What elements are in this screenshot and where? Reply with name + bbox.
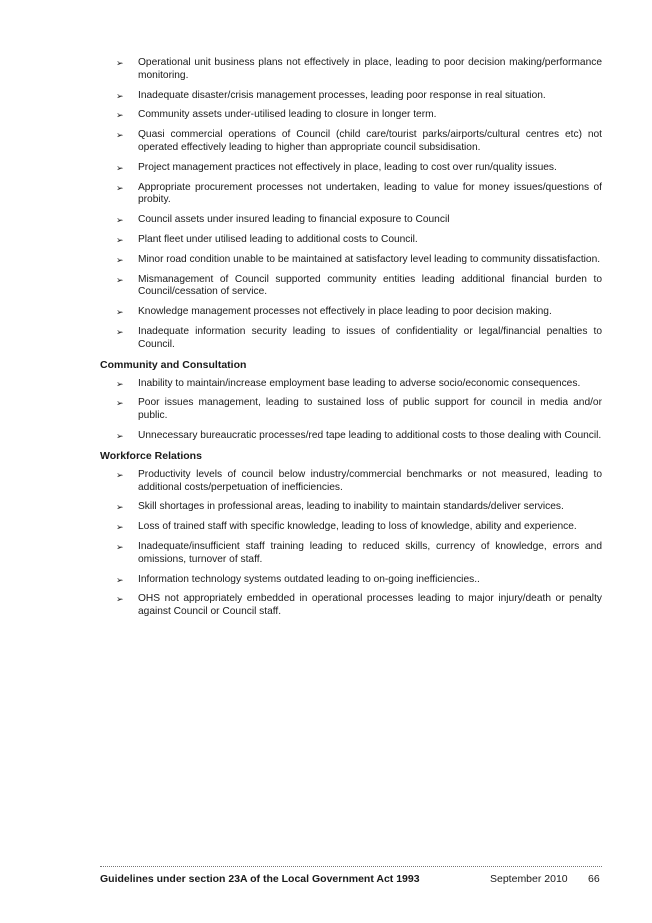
list-item-text: Loss of trained staff with specific knowledge, leading to loss of knowledge, ability and experience. bbox=[138, 521, 577, 533]
list-item-text: Inadequate disaster/crisis management processes, leading poor response in real situation. bbox=[138, 89, 546, 101]
list-item bbox=[100, 234, 602, 247]
arrow-bullet-icon: ➢ bbox=[116, 522, 124, 533]
list-item-text: Council assets under insured leading to financial exposure to Council bbox=[138, 214, 450, 226]
list-item-text: Appropriate procurement processes not undertaken, leading to value for money issues/questions of probity. bbox=[138, 181, 602, 206]
list-item bbox=[100, 214, 602, 227]
page-number: 66 bbox=[588, 873, 600, 885]
section-heading-community: Community and Consultation bbox=[100, 358, 247, 371]
page-footer bbox=[100, 866, 602, 885]
list-item bbox=[100, 397, 602, 423]
arrow-bullet-icon: ➢ bbox=[116, 469, 124, 480]
list-item-text: Project management practices not effectively in place, leading to cost over run/quality issues. bbox=[138, 161, 557, 173]
list-item bbox=[100, 574, 602, 587]
list-item bbox=[100, 593, 602, 619]
arrow-bullet-icon: ➢ bbox=[116, 307, 124, 318]
list-item bbox=[100, 254, 602, 267]
arrow-bullet-icon: ➢ bbox=[116, 502, 124, 513]
governance-risk-list bbox=[100, 57, 602, 352]
list-item bbox=[100, 182, 602, 208]
workforce-risk-list bbox=[100, 469, 602, 619]
arrow-bullet-icon: ➢ bbox=[116, 594, 124, 605]
arrow-bullet-icon: ➢ bbox=[116, 541, 124, 552]
arrow-bullet-icon: ➢ bbox=[116, 574, 124, 585]
list-item-text: Knowledge management processes not effectively in place leading to poor decision making. bbox=[138, 306, 552, 318]
list-item bbox=[100, 109, 602, 122]
arrow-bullet-icon: ➢ bbox=[116, 58, 124, 68]
footer-date: September 2010 bbox=[490, 873, 568, 885]
community-risk-list bbox=[100, 378, 602, 443]
list-item bbox=[100, 469, 602, 495]
arrow-bullet-icon: ➢ bbox=[116, 182, 124, 193]
arrow-bullet-icon: ➢ bbox=[116, 215, 124, 226]
list-item bbox=[100, 274, 602, 300]
list-item-text: Skill shortages in professional areas, leading to inability to maintain standards/deliver services. bbox=[138, 501, 564, 513]
list-item-text: Inadequate information security leading to issues of confidentiality or legal/financial penalties to Council. bbox=[138, 325, 602, 350]
list-item bbox=[100, 306, 602, 319]
list-item bbox=[100, 521, 602, 534]
list-item bbox=[100, 162, 602, 175]
list-item-text: Community assets under-utilised leading to closure in longer term. bbox=[138, 109, 437, 121]
list-item-text: Unnecessary bureaucratic processes/red tape leading to additional costs to those dealing with Council. bbox=[138, 429, 602, 441]
document-body bbox=[100, 57, 602, 626]
list-item-text: OHS not appropriately embedded in operational processes leading to major injury/death or penalty against Council or Council staff. bbox=[138, 593, 602, 618]
arrow-bullet-icon: ➢ bbox=[116, 130, 124, 141]
list-item-text: Productivity levels of council below industry/commercial benchmarks or not measured, leading to additional costs/perpetuation of inefficiencies. bbox=[138, 468, 602, 493]
list-item bbox=[100, 430, 602, 443]
arrow-bullet-icon: ➢ bbox=[116, 398, 124, 409]
list-item-text: Poor issues management, leading to sustained loss of public support for council in media and/or public. bbox=[138, 397, 602, 422]
list-item-text: Information technology systems outdated leading to on-going inefficiencies.. bbox=[138, 573, 480, 585]
list-item bbox=[100, 129, 602, 155]
footer-document-title: Guidelines under section 23A of the Local Government Act 1993 bbox=[100, 873, 420, 885]
arrow-bullet-icon: ➢ bbox=[116, 234, 124, 245]
list-item-text: Inadequate/insufficient staff training leading to reduced skills, currency of knowledge, errors and omissions, turnover of staff. bbox=[138, 540, 602, 565]
arrow-bullet-icon: ➢ bbox=[116, 110, 124, 121]
arrow-bullet-icon: ➢ bbox=[116, 378, 124, 389]
arrow-bullet-icon: ➢ bbox=[116, 254, 124, 265]
section-heading-workforce: Workforce Relations bbox=[100, 449, 202, 462]
arrow-bullet-icon: ➢ bbox=[116, 162, 124, 173]
arrow-bullet-icon: ➢ bbox=[116, 326, 124, 337]
list-item bbox=[100, 90, 602, 103]
list-item bbox=[100, 378, 602, 391]
list-item bbox=[100, 326, 602, 352]
list-item bbox=[100, 541, 602, 567]
arrow-bullet-icon: ➢ bbox=[116, 90, 124, 101]
arrow-bullet-icon: ➢ bbox=[116, 430, 124, 441]
list-item-text: Mismanagement of Council supported community entities leading additional financial burden to Council/cessation of service. bbox=[138, 273, 602, 298]
list-item bbox=[100, 57, 602, 83]
list-item-text: Plant fleet under utilised leading to additional costs to Council. bbox=[138, 233, 418, 245]
list-item bbox=[100, 501, 602, 514]
arrow-bullet-icon: ➢ bbox=[116, 274, 124, 285]
list-item-text: Quasi commercial operations of Council (child care/tourist parks/airports/cultural centres etc) not operated effectively leading to higher than appropriate council subsidisation. bbox=[138, 129, 602, 153]
list-item-text: Inability to maintain/increase employment base leading to adverse socio/economic consequences. bbox=[138, 377, 581, 389]
list-item-text: Operational unit business plans not effectively in place, leading to poor decision making/performance monitoring. bbox=[138, 57, 602, 81]
list-item-text: Minor road condition unable to be maintained at satisfactory level leading to community dissatisfaction. bbox=[138, 253, 601, 265]
